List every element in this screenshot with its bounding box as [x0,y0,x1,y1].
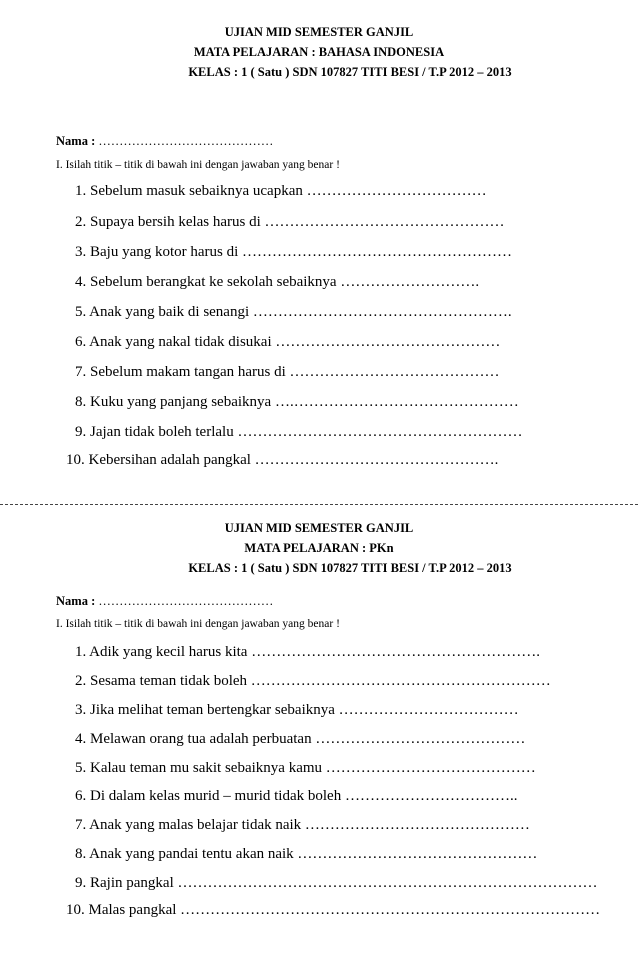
exam2-question-6: 6. Di dalam kelas murid – murid tidak boleh …………………………….. [75,788,518,804]
exam1-question-5: 5. Anak yang baik di senangi ……………………………………………. [75,304,512,320]
exam2-nama-label: Nama : [56,594,96,608]
exam1-nama-field [56,134,273,149]
exam1-subject: MATA PELAJARAN : BAHASA INDONESIA [193,45,445,59]
exam2-header [0,518,638,578]
exam1-question-1: 1. Sebelum masuk sebaiknya ucapkan ……………………………… [75,183,487,199]
section-divider [0,504,638,505]
exam1-question-2: 2. Supaya bersih kelas harus di ………………………………………… [75,214,505,230]
exam1-question-8: 8. Kuku yang panjang sebaiknya ….……………………………………… [75,394,519,410]
exam1-nama-blank: …………………………………… [98,134,274,148]
exam2-nama-field [56,594,273,609]
exam1-question-4: 4. Sebelum berangkat ke sekolah sebaiknya ………………………. [75,274,480,290]
exam1-header [0,22,638,82]
exam1-question-9: 9. Jajan tidak boleh terlalu ………………………………………………… [75,424,523,440]
exam2-question-5: 5. Kalau teman mu sakit sebaiknya kamu …………………………………… [75,760,536,776]
exam2-question-9: 9. Rajin pangkal ………………………………………………………………………… [75,875,598,891]
exam1-question-7: 7. Sebelum makam tangan harus di …………………………………… [75,364,500,380]
exam2-question-1: 1. Adik yang kecil harus kita …………………………………………………. [75,644,540,660]
exam2-question-7: 7. Anak yang malas belajar tidak naik ……………………………………… [75,817,530,833]
exam2-question-3: 3. Jika melihat teman bertengkar sebaiknya ……………………………… [75,702,519,718]
exam1-instruction: I. Isilah titik – titik di bawah ini dengan jawaban yang benar ! [56,159,340,171]
exam2-question-4: 4. Melawan orang tua adalah perbuatan …………………………………… [75,731,526,747]
exam1-nama-label: Nama : [56,134,96,148]
exam2-class-line: KELAS : 1 ( Satu ) SDN 107827 TITI BESI / T.P 2012 – 2013 [188,561,512,575]
exam1-question-3: 3. Baju yang kotor harus di ……………………………………………… [75,244,513,260]
exam2-question-8: 8. Anak yang pandai tentu akan naik ………………………………………… [75,846,538,862]
exam1-class-line: KELAS : 1 ( Satu ) SDN 107827 TITI BESI / T.P 2012 – 2013 [188,65,512,79]
exam2-instruction: I. Isilah titik – titik di bawah ini dengan jawaban yang benar ! [56,618,340,630]
exam2-title: UJIAN MID SEMESTER GANJIL [224,521,414,535]
exam1-title: UJIAN MID SEMESTER GANJIL [224,25,414,39]
exam2-subject: MATA PELAJARAN : PKn [244,541,394,555]
exam2-nama-blank: …………………………………… [98,594,274,608]
exam2-question-2: 2. Sesama teman tidak boleh …………………………………………………… [75,673,551,689]
exam1-question-6: 6. Anak yang nakal tidak disukai ……………………………………… [75,334,501,350]
exam2-question-10: 10. Malas pangkal ………………………………………………………………………… [66,902,601,918]
exam1-question-10: 10. Kebersihan adalah pangkal …………………………………………. [66,452,499,468]
